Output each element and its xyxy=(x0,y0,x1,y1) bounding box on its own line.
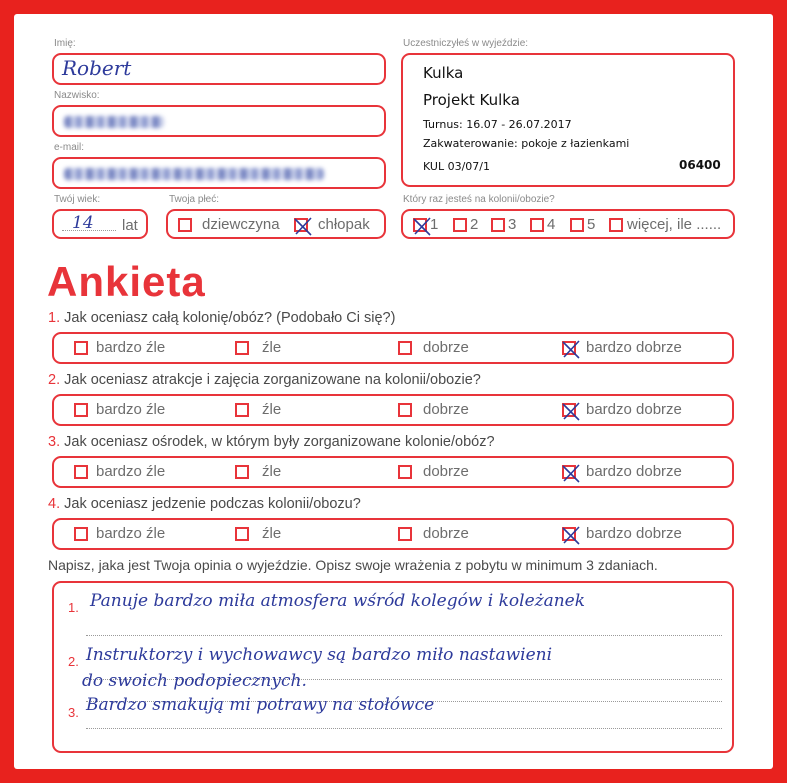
email-field[interactable] xyxy=(52,157,386,189)
q1-checkbox-very-good[interactable] xyxy=(562,341,576,355)
age-value: 14 xyxy=(72,213,94,233)
age-label: Twój wiek: xyxy=(54,194,101,205)
q4-option-good: dobrze xyxy=(423,525,469,542)
visit-option-1: 1 xyxy=(430,216,439,233)
q4-checkbox-good[interactable] xyxy=(398,527,412,541)
q2-checkbox-very-bad[interactable] xyxy=(74,403,88,417)
q4-checkbox-bad[interactable] xyxy=(235,527,249,541)
surname-field[interactable] xyxy=(52,105,386,137)
opinion-line-number-1: 1. xyxy=(68,600,79,615)
visit-option-4: 4 xyxy=(547,216,556,233)
check-mark-icon xyxy=(559,337,583,361)
q3-checkbox-bad[interactable] xyxy=(235,465,249,479)
opinion-line-1: Panuje bardzo miła atmosfera wśród kolegów i koleżanek xyxy=(90,591,586,611)
q3-option-bad: źle xyxy=(262,463,282,480)
camp-number: 06400 xyxy=(679,158,721,172)
q1-option-very-bad: bardzo źle xyxy=(96,339,166,356)
q3-checkbox-very-good[interactable] xyxy=(562,465,576,479)
visit-checkbox-3[interactable] xyxy=(491,218,505,232)
q3-option-good: dobrze xyxy=(423,463,469,480)
survey-title: Ankieta xyxy=(47,258,206,305)
survey-form xyxy=(14,14,773,769)
q2-checkbox-very-good[interactable] xyxy=(562,403,576,417)
opinion-box[interactable] xyxy=(52,581,734,753)
q1-option-very-good: bardzo dobrze xyxy=(586,339,682,356)
q2-option-very-bad: bardzo źle xyxy=(96,401,166,418)
q2-option-good: dobrze xyxy=(423,401,469,418)
visit-option-2: 2 xyxy=(470,216,479,233)
opinion-prompt: Napisz, jaka jest Twoja opinia o wyjeździe. Opisz swoje wrażenia z pobytu w minimum 3 zdaniach. xyxy=(48,557,658,573)
opinion-line-number-2: 2. xyxy=(68,654,79,669)
camp-accommodation: Zakwaterowanie: pokoje z łazienkami xyxy=(423,137,630,150)
gender-boy-label: chłopak xyxy=(318,216,370,233)
visit-option-more: więcej, ile ...... xyxy=(627,216,722,233)
surname-redacted xyxy=(64,116,164,128)
check-mark-icon xyxy=(559,399,583,423)
question-4: 4. Jak oceniasz jedzenie podczas kolonii/obozu? xyxy=(48,496,361,512)
email-redacted xyxy=(64,168,324,180)
age-field[interactable] xyxy=(52,209,148,239)
visit-option-3: 3 xyxy=(508,216,517,233)
q3-checkbox-very-bad[interactable] xyxy=(74,465,88,479)
visit-checkbox-1[interactable] xyxy=(413,218,427,232)
q4-option-very-bad: bardzo źle xyxy=(96,525,166,542)
opinion-line-2-continued: do swoich podopiecznych. xyxy=(82,671,307,691)
q4-checkbox-very-bad[interactable] xyxy=(74,527,88,541)
q3-checkbox-good[interactable] xyxy=(398,465,412,479)
visit-option-5: 5 xyxy=(587,216,596,233)
visit-count-label: Który raz jesteś na kolonii/obozie? xyxy=(403,194,555,205)
question-3-ratings xyxy=(52,456,734,488)
visit-checkbox-4[interactable] xyxy=(530,218,544,232)
question-4-ratings xyxy=(52,518,734,550)
q4-option-very-good: bardzo dobrze xyxy=(586,525,682,542)
question-2-ratings xyxy=(52,394,734,426)
camp-info-label: Uczestniczyłeś w wyjeździe: xyxy=(403,38,529,49)
check-mark-icon xyxy=(291,214,315,238)
q1-option-good: dobrze xyxy=(423,339,469,356)
question-3: 3. Jak oceniasz ośrodek, w którym były zorganizowane kolonie/obóz? xyxy=(48,434,495,450)
question-1: 1. Jak oceniasz całą kolonię/obóz? (Podobało Ci się?) xyxy=(48,310,396,326)
camp-turnus: Turnus: 16.07 - 26.07.2017 xyxy=(423,118,572,131)
q1-option-bad: źle xyxy=(262,339,282,356)
check-mark-icon xyxy=(559,523,583,547)
visit-checkbox-5[interactable] xyxy=(570,218,584,232)
email-label: e-mail: xyxy=(54,142,85,153)
gender-checkbox-boy[interactable] xyxy=(294,218,308,232)
q4-checkbox-very-good[interactable] xyxy=(562,527,576,541)
gender-checkbox-girl[interactable] xyxy=(178,218,192,232)
name-label: Imię: xyxy=(54,38,76,49)
name-field[interactable] xyxy=(52,53,386,85)
name-value: Robert xyxy=(62,56,132,80)
q3-option-very-good: bardzo dobrze xyxy=(586,463,682,480)
surname-label: Nazwisko: xyxy=(54,90,100,101)
camp-project: Projekt Kulka xyxy=(423,91,520,109)
question-2: 2. Jak oceniasz atrakcje i zajęcia zorganizowane na kolonii/obozie? xyxy=(48,372,481,388)
question-1-ratings xyxy=(52,332,734,364)
visit-checkbox-more[interactable] xyxy=(609,218,623,232)
q2-option-very-good: bardzo dobrze xyxy=(586,401,682,418)
camp-name: Kulka xyxy=(423,64,464,82)
camp-info-box xyxy=(401,53,735,187)
opinion-line-2: Instruktorzy i wychowawcy są bardzo miło nastawieni xyxy=(86,645,553,665)
opinion-line-number-3: 3. xyxy=(68,705,79,720)
q2-option-bad: źle xyxy=(262,401,282,418)
opinion-line-3: Bardzo smakują mi potrawy na stołówce xyxy=(86,695,435,715)
gender-field xyxy=(166,209,386,239)
q2-checkbox-good[interactable] xyxy=(398,403,412,417)
age-unit: lat xyxy=(122,217,138,234)
q1-checkbox-very-bad[interactable] xyxy=(74,341,88,355)
gender-label: Twoja płeć: xyxy=(169,194,220,205)
gender-girl-label: dziewczyna xyxy=(202,216,280,233)
q4-option-bad: źle xyxy=(262,525,282,542)
camp-code: KUL 03/07/1 xyxy=(423,160,490,173)
q1-checkbox-bad[interactable] xyxy=(235,341,249,355)
q1-checkbox-good[interactable] xyxy=(398,341,412,355)
q3-option-very-bad: bardzo źle xyxy=(96,463,166,480)
check-mark-icon xyxy=(559,461,583,485)
visit-checkbox-2[interactable] xyxy=(453,218,467,232)
q2-checkbox-bad[interactable] xyxy=(235,403,249,417)
visit-count-field xyxy=(401,209,735,239)
